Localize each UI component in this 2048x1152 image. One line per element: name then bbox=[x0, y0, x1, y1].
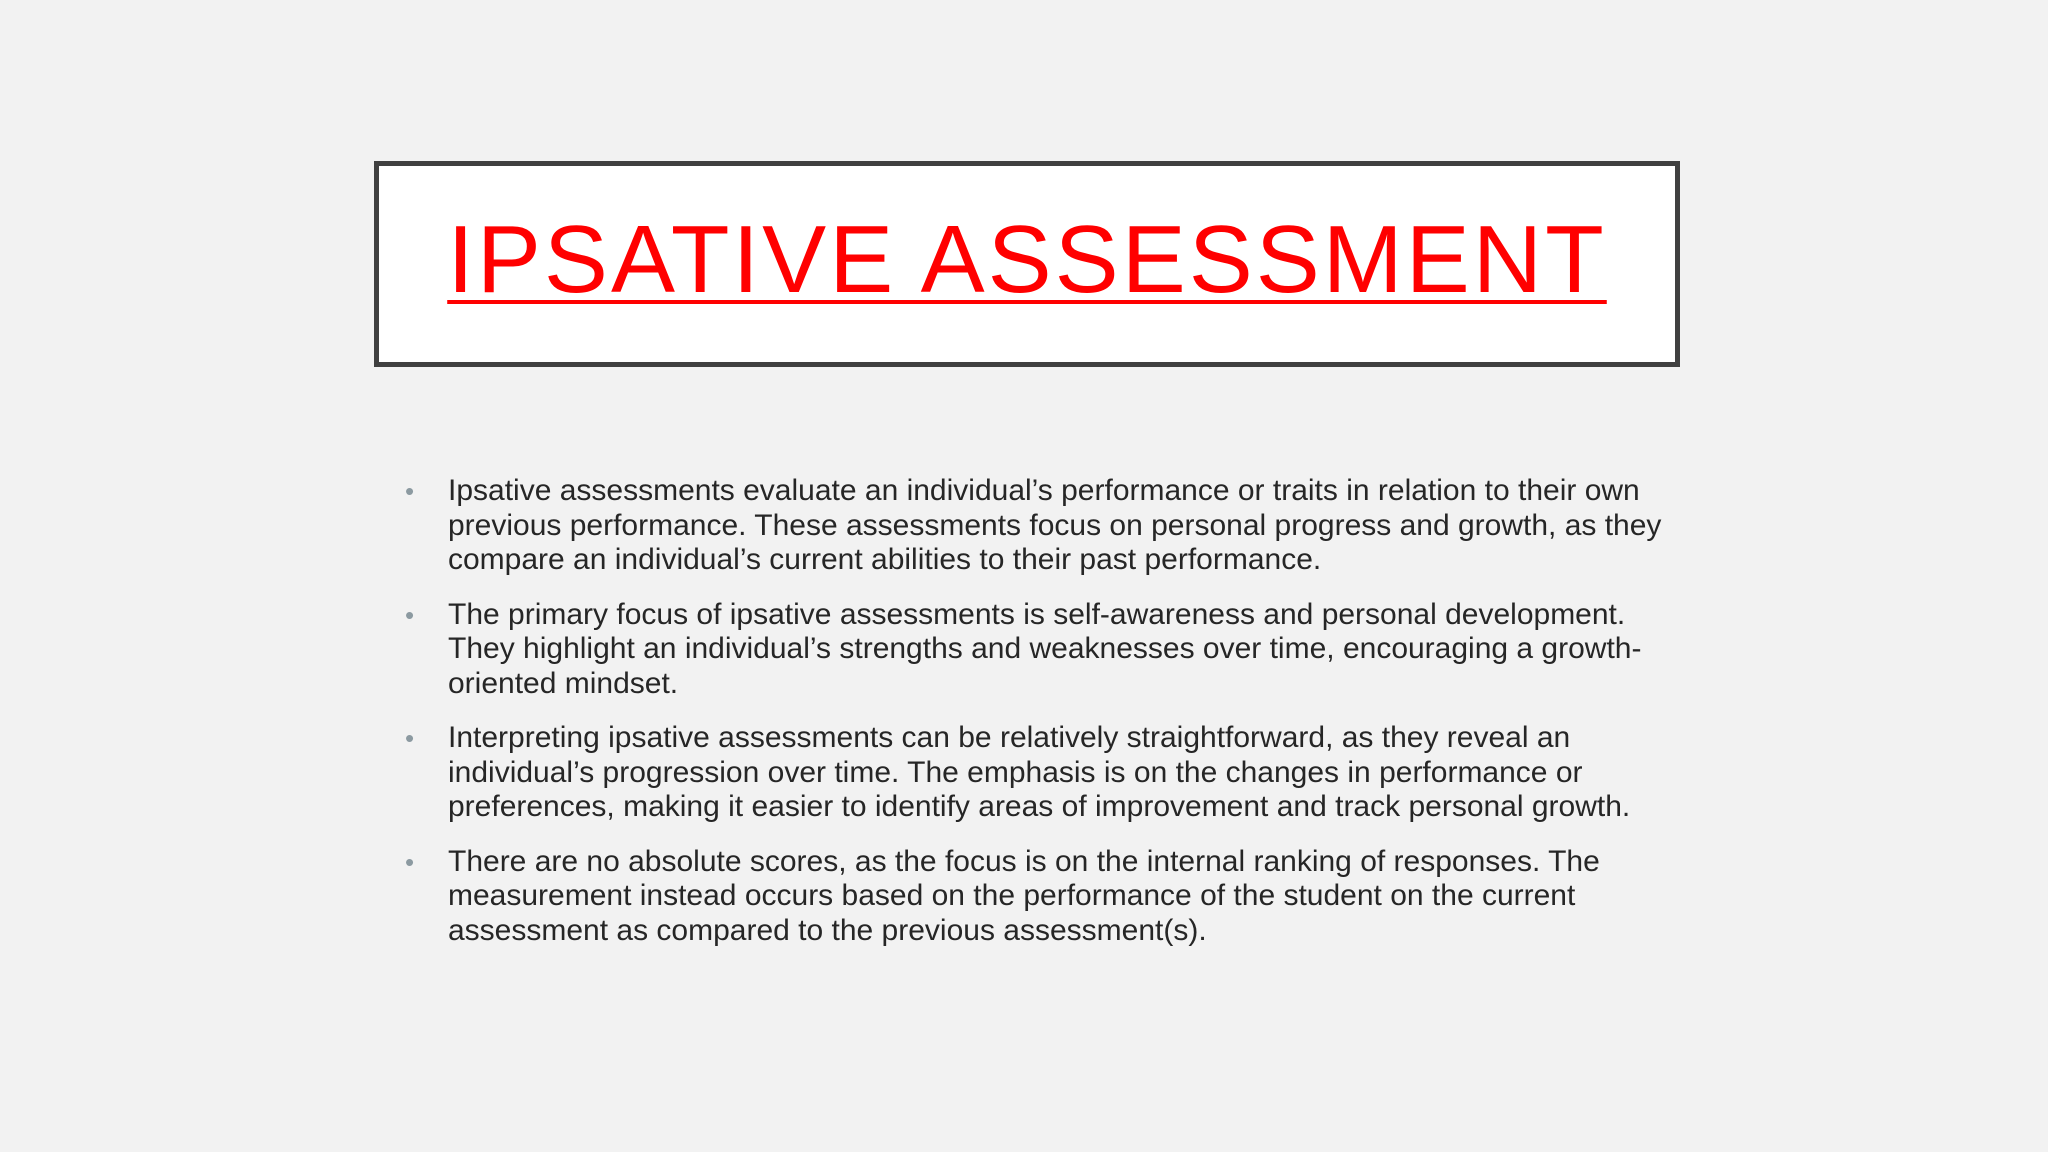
bullet-list bbox=[405, 474, 1665, 968]
bullet-text: Interpreting ipsative assessments can be relatively straightforward, as they reveal an individual’s progression over time. The emphasis is on the changes in performance or preferences, making it easier to identify areas of improvement and track personal growth. bbox=[448, 721, 1631, 823]
bullet-icon: • bbox=[405, 846, 415, 877]
bullet-item bbox=[405, 474, 1665, 578]
bullet-icon: • bbox=[405, 599, 415, 630]
bullet-item bbox=[405, 721, 1665, 825]
slide-title: IPSATIVE ASSESSMENT bbox=[447, 206, 1607, 313]
bullet-text: The primary focus of ipsative assessments is self-awareness and personal development. They highlight an individual’s strengths and weaknesses over time, encouraging a growth-oriented mindset. bbox=[448, 597, 1642, 700]
bullet-item bbox=[405, 845, 1665, 949]
bullet-text: There are no absolute scores, as the focus is on the internal ranking of responses. The measurement instead occurs based on the performance of the student on the current assessment as compared to the previous assessment(s). bbox=[448, 844, 1600, 947]
title-box bbox=[374, 161, 1680, 367]
bullet-text: Ipsative assessments evaluate an individual’s performance or traits in relation to their own previous performance. These assessments focus on personal progress and growth, as they compare an individual’s current abilities to their past performance. bbox=[448, 474, 1662, 576]
bullet-item bbox=[405, 598, 1665, 702]
bullet-icon: • bbox=[405, 476, 415, 506]
bullet-icon: • bbox=[405, 723, 415, 753]
